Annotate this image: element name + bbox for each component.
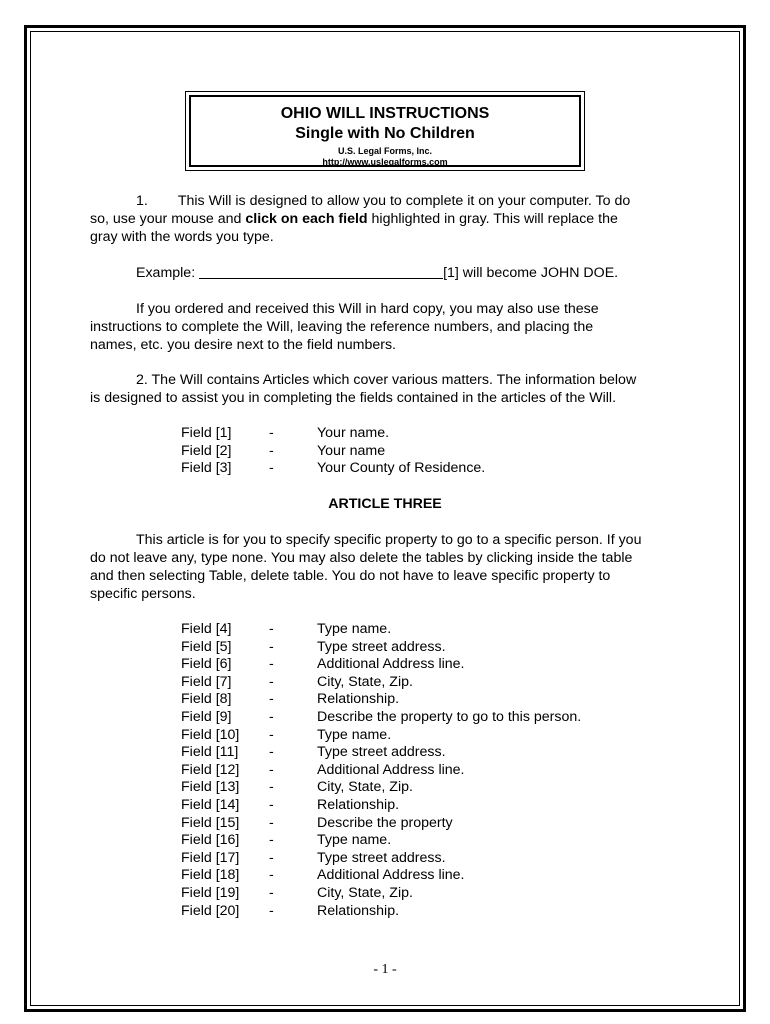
article-three-heading: ARTICLE THREE <box>328 496 442 512</box>
field-row <box>181 709 581 727</box>
paragraph-2-line-1 <box>90 371 690 389</box>
field-dash: - <box>269 460 274 477</box>
field-description: Describe the property <box>317 814 453 831</box>
hardcopy-line-1 <box>90 300 690 318</box>
field-dash: - <box>269 779 274 796</box>
field-dash: - <box>269 796 274 813</box>
title-box <box>185 91 585 171</box>
paragraph-1-text-2b: highlighted in gray. This will replace the <box>367 211 618 227</box>
field-code: Field [5] <box>181 638 232 655</box>
field-dash: - <box>269 832 274 849</box>
field-description: Relationship. <box>317 902 400 919</box>
field-description: City, State, Zip. <box>317 673 413 690</box>
paragraph-1-text-2a: so, use your mouse and <box>90 211 246 227</box>
fields-list-1 <box>181 425 485 478</box>
company-url: http://www.uslegalforms.com <box>322 157 448 167</box>
field-dash: - <box>269 425 274 441</box>
field-dash: - <box>269 761 274 778</box>
field-row <box>181 691 581 709</box>
field-code: Field [3] <box>181 460 232 477</box>
field-row <box>181 903 581 921</box>
field-description: Type name. <box>317 621 392 637</box>
field-description: Type street address. <box>317 638 446 655</box>
hardcopy-text-1: If you ordered and received this Will in hard copy, you may also use these <box>136 301 599 317</box>
article-three-line-1 <box>90 531 690 549</box>
article-three-line-2: do not leave any, type none. You may also delete the tables by clicking inside the table <box>90 550 633 566</box>
article-three-paragraph <box>90 531 690 603</box>
field-description: Type name. <box>317 726 392 743</box>
field-description: Your name. <box>317 425 390 441</box>
paragraph-1-line-3: gray with the words you type. <box>90 229 274 245</box>
paragraph-1-bold-text: click on each field <box>245 211 368 227</box>
field-description: Relationship. <box>317 796 400 813</box>
field-code: Field [20] <box>181 902 240 919</box>
field-dash: - <box>269 814 274 831</box>
field-description: Relationship. <box>317 691 400 708</box>
field-code: Field [12] <box>181 761 240 778</box>
field-dash: - <box>269 744 274 761</box>
field-description: City, State, Zip. <box>317 884 413 901</box>
field-row <box>181 815 581 833</box>
field-dash: - <box>269 726 274 743</box>
field-row <box>181 744 581 762</box>
field-dash: - <box>269 442 274 459</box>
field-dash: - <box>269 867 274 884</box>
field-description: City, State, Zip. <box>317 779 413 796</box>
field-row <box>181 425 485 443</box>
title-box-inner <box>189 95 581 167</box>
field-row <box>181 797 581 815</box>
field-description: Type name. <box>317 832 392 849</box>
field-dash: - <box>269 656 274 673</box>
hardcopy-line-3: names, etc. you desire next to the field numbers. <box>90 337 396 353</box>
page-number: - 1 - <box>373 962 397 977</box>
field-code: Field [14] <box>181 796 240 813</box>
field-description: Type street address. <box>317 849 446 866</box>
field-code: Field [13] <box>181 779 240 796</box>
paragraph-1-line-2 <box>90 210 690 228</box>
field-code: Field [9] <box>181 708 232 725</box>
field-row <box>181 779 581 797</box>
document-subtitle: Single with No Children <box>295 125 475 142</box>
paragraph-2-text-1: 2. The Will contains Articles which cover various matters. The information below <box>136 372 637 388</box>
field-code: Field [17] <box>181 849 240 866</box>
field-description: Describe the property to go to this person. <box>317 708 582 725</box>
field-dash: - <box>269 902 274 919</box>
hardcopy-line-2: instructions to complete the Will, leaving the reference numbers, and placing the <box>90 319 594 335</box>
field-row <box>181 762 581 780</box>
field-dash: - <box>269 849 274 866</box>
document-title: OHIO WILL INSTRUCTIONS <box>280 105 490 122</box>
paragraph-1-text-1: This Will is designed to allow you to complete it on your computer. To do <box>177 193 631 209</box>
field-code: Field [10] <box>181 726 240 743</box>
field-code: Field [16] <box>181 832 240 849</box>
article-three-text-1: This article is for you to specify specific property to go to a specific person. If you <box>136 532 642 548</box>
field-row <box>181 885 581 903</box>
field-code: Field [2] <box>181 442 232 459</box>
example-blank-field <box>199 264 443 279</box>
field-row <box>181 727 581 745</box>
example-line <box>90 264 690 282</box>
field-description: Additional Address line. <box>317 867 465 884</box>
field-code: Field [8] <box>181 691 232 708</box>
field-code: Field [18] <box>181 867 240 884</box>
field-row <box>181 621 581 639</box>
field-code: Field [1] <box>181 425 232 441</box>
paragraph-1 <box>90 192 690 246</box>
paragraph-2 <box>90 371 690 407</box>
paragraph-1-line-1 <box>90 192 690 210</box>
field-description: Your name <box>317 442 386 459</box>
field-code: Field [11] <box>181 744 239 761</box>
field-description: Additional Address line. <box>317 656 465 673</box>
example-suffix: [1] will become JOHN DOE. <box>443 265 619 281</box>
field-dash: - <box>269 884 274 901</box>
field-code: Field [19] <box>181 884 240 901</box>
field-dash: - <box>269 621 274 637</box>
field-code: Field [6] <box>181 656 232 673</box>
field-row <box>181 867 581 885</box>
field-row <box>181 832 581 850</box>
field-code: Field [7] <box>181 673 232 690</box>
article-three-line-4: specific persons. <box>90 586 196 602</box>
field-row <box>181 850 581 868</box>
field-dash: - <box>269 708 274 725</box>
field-row <box>181 460 485 478</box>
article-three-line-3: and then selecting Table, delete table. You do not have to leave specific property to <box>90 568 611 584</box>
field-row <box>181 639 581 657</box>
field-description: Your County of Residence. <box>317 460 486 477</box>
field-row <box>181 656 581 674</box>
field-description: Additional Address line. <box>317 761 465 778</box>
company-name: U.S. Legal Forms, Inc. <box>337 146 433 156</box>
field-row <box>181 443 485 461</box>
field-code: Field [4] <box>181 621 232 637</box>
paragraph-1-number: 1. <box>136 193 148 209</box>
example-label: Example: <box>136 265 196 281</box>
field-row <box>181 674 581 692</box>
fields-list-2 <box>181 621 581 920</box>
hardcopy-paragraph <box>90 300 690 354</box>
field-description: Type street address. <box>317 744 446 761</box>
field-dash: - <box>269 691 274 708</box>
field-code: Field [15] <box>181 814 240 831</box>
field-dash: - <box>269 638 274 655</box>
field-dash: - <box>269 673 274 690</box>
paragraph-2-line-2: is designed to assist you in completing the fields contained in the articles of the Will. <box>90 390 617 406</box>
